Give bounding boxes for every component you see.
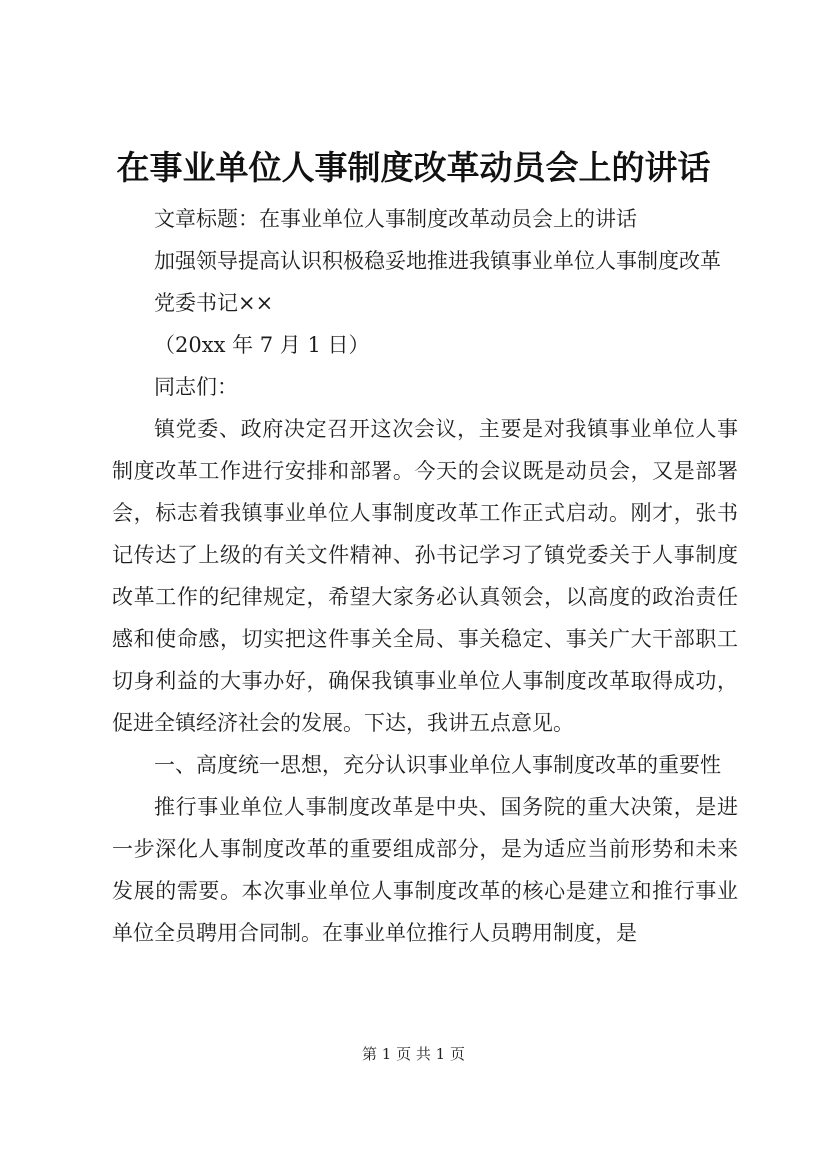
document-title: 在事业单位人事制度改革动员会上的讲话 <box>116 148 711 187</box>
page-number-footer: 第 1 页 共 1 页 <box>362 1045 465 1063</box>
subtitle-line: 加强领导提高认识积极稳妥地推进我镇事业单位人事制度改革 <box>154 249 721 273</box>
speaker-line: 党委书记×× <box>154 291 274 315</box>
article-title-line: 文章标题：在事业单位人事制度改革动员会上的讲话 <box>154 207 637 231</box>
section-heading: 一、高度统一思想，充分认识事业单位人事制度改革的重要性 <box>154 753 721 777</box>
date-line: （20xx 年 7 月 1 日） <box>154 333 370 357</box>
body-paragraph: 推行事业单位人事制度改革是中央、国务院的重大决策，是进一步深化人事制度改革的重要组成部分，是为适应当前形势和未来发展的需要。本次事业单位人事制度改革的核心是建立和推行事业单位全员聘用合同制。在事业单位推行人员聘用制度，是 <box>112 795 738 945</box>
body-paragraph: 镇党委、政府决定召开这次会议，主要是对我镇事业单位人事制度改革工作进行安排和部署。今天的会议既是动员会，又是部署会，标志着我镇事业单位人事制度改革工作正式启动。刚才，张书记传达了上级的有关文件精神、孙书记学习了镇党委关于人事制度改革工作的纪律规定，希望大家务必认真领会，以高度的政治责任感和使命感，切实把这件事关全局、事关稳定、事关广大干部职工切身利益的大事办好，确保我镇事业单位人事制度改革取得成功，促进全镇经济社会的发展。下达，我讲五点意见。 <box>112 417 738 735</box>
document-body <box>112 198 738 954</box>
salutation: 同志们： <box>154 375 238 399</box>
